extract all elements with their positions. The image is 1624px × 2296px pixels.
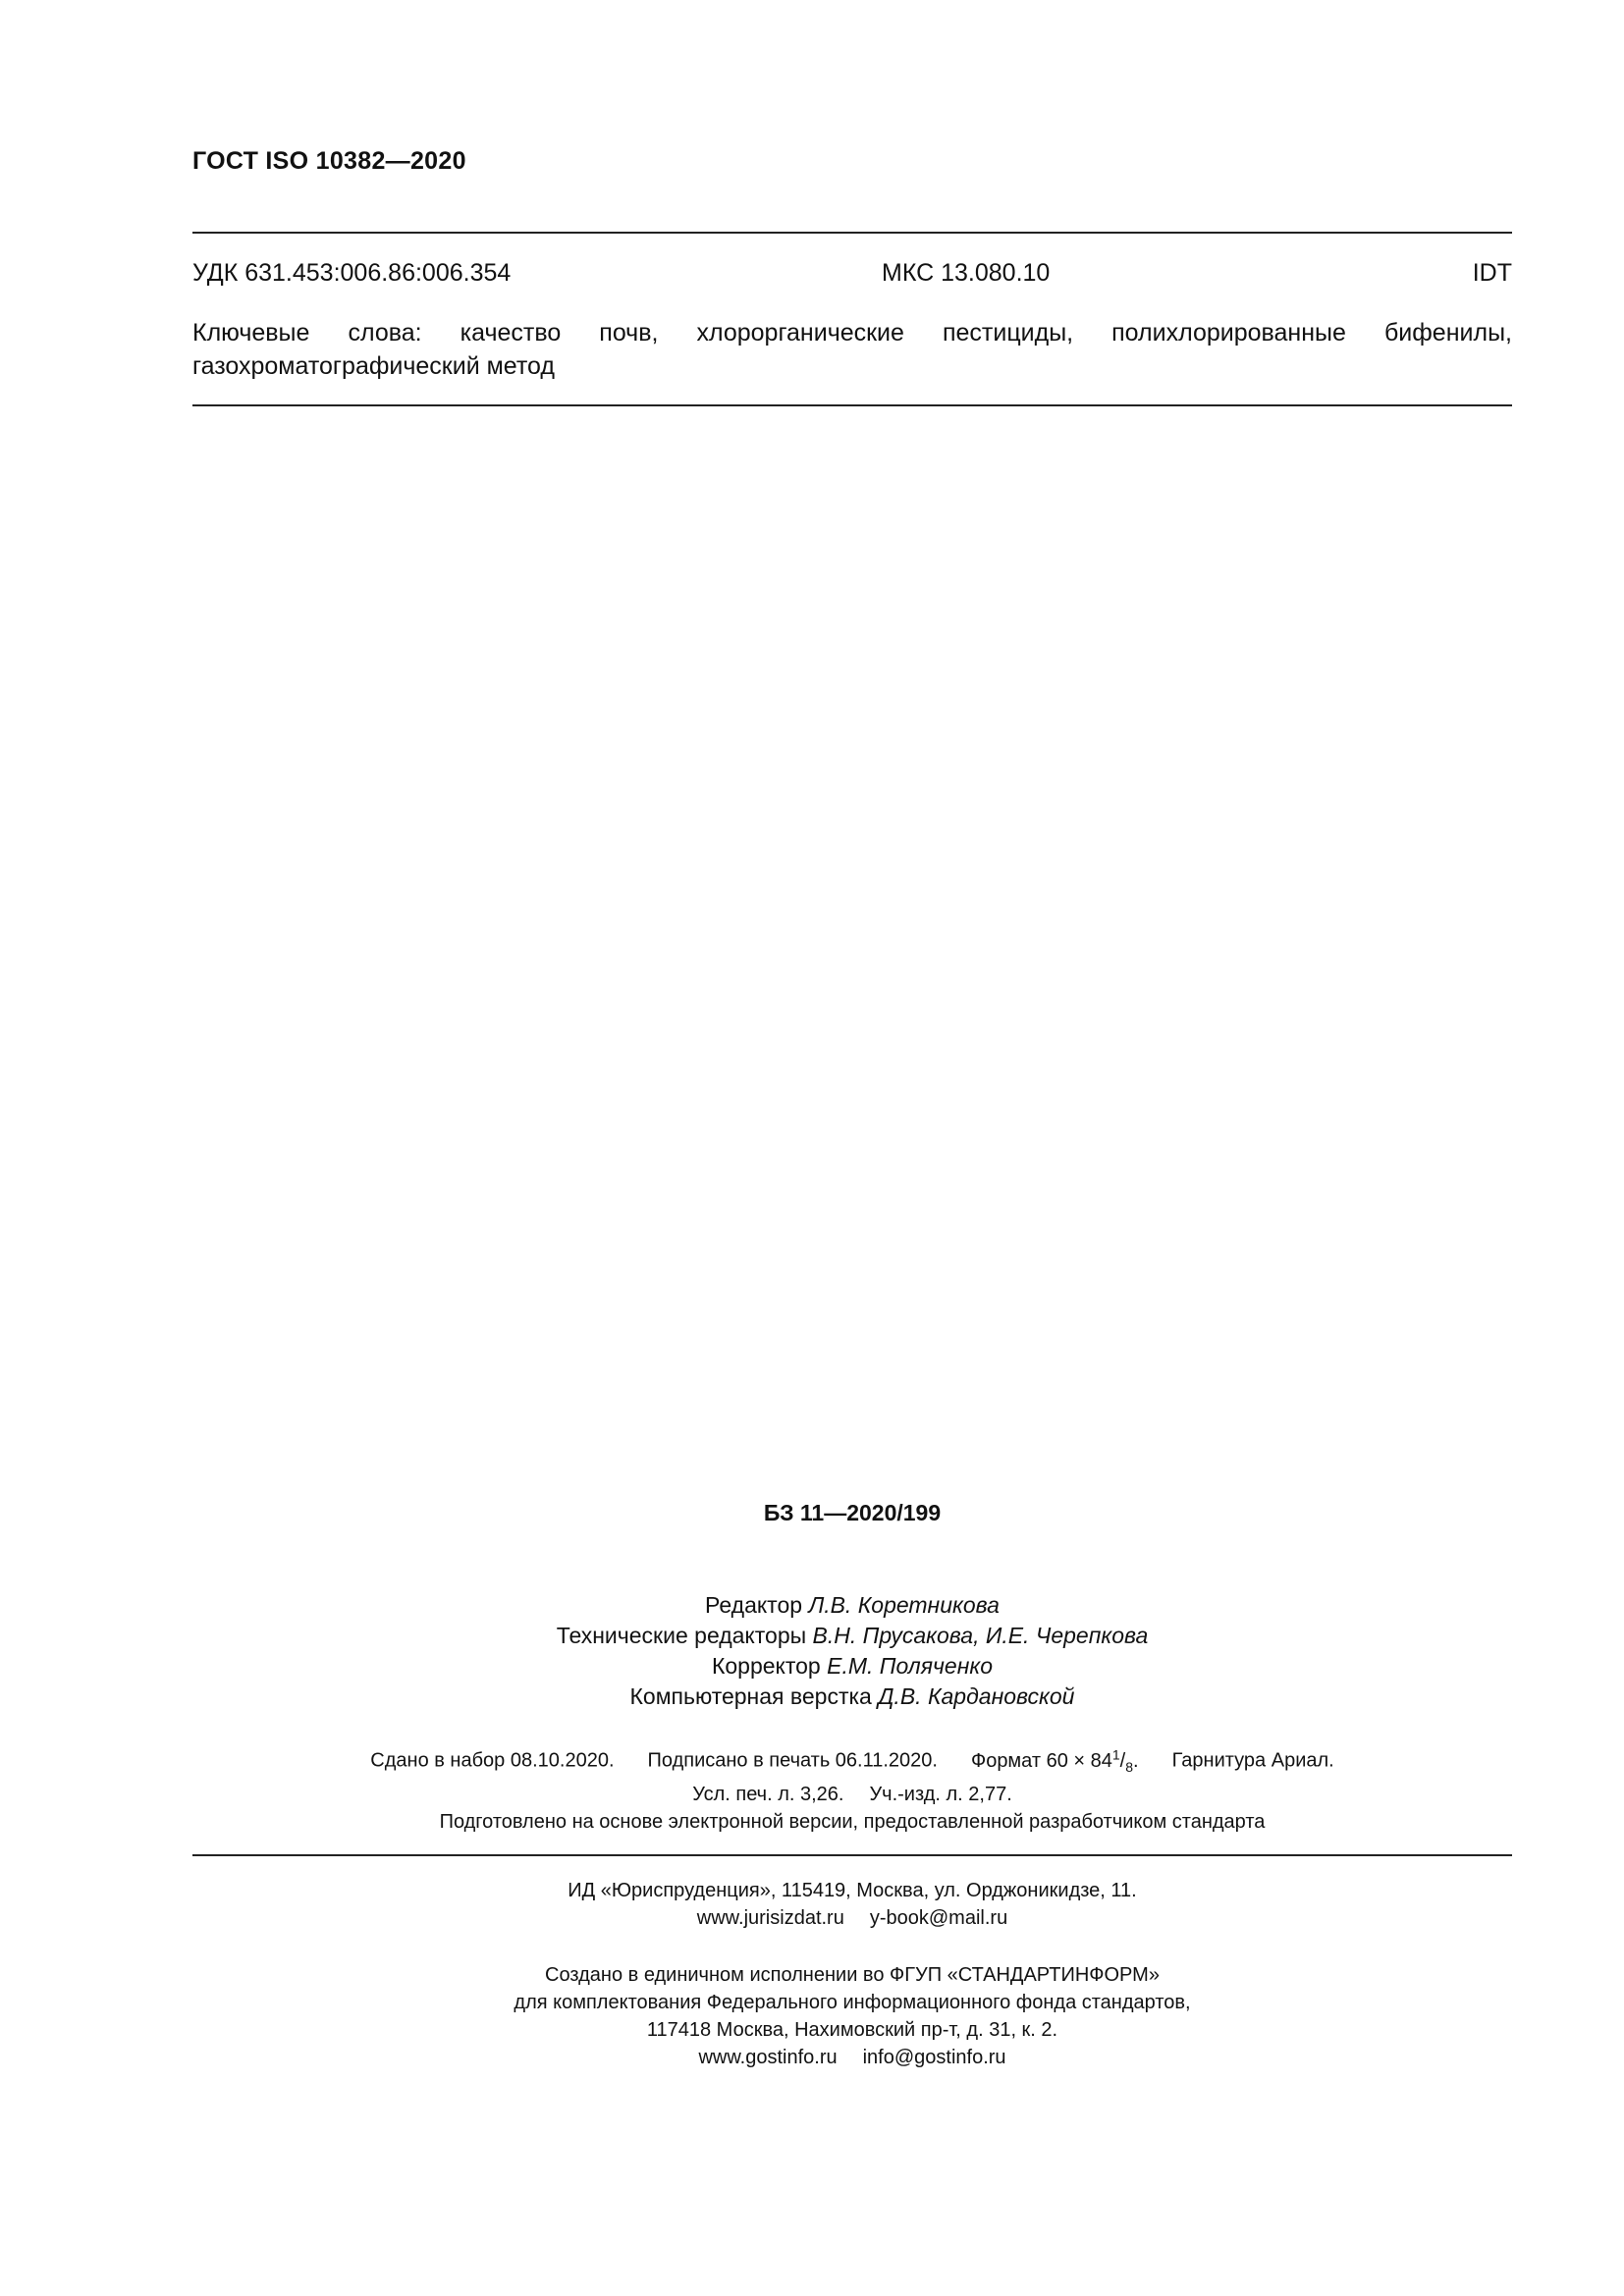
signed-date: Подписано в печать 06.11.2020. (647, 1749, 938, 1772)
standard-title: ГОСТ ISO 10382—2020 (192, 147, 466, 175)
publisher-website: www.jurisizdat.ru (696, 1907, 844, 1929)
publisher-address: ИД «Юриспруденция», 115419, Москва, ул. Орджоникидзе, 11. (568, 1880, 1137, 1901)
created-line-1: Создано в единичном исполнении во ФГУП «СТАНДАРТИНФОРМ» (545, 1964, 1160, 1986)
submitted-date: Сдано в набор 08.10.2020. (370, 1749, 615, 1772)
gostinfo-website: www.gostinfo.ru (698, 2047, 838, 2068)
corrector-line (192, 1651, 1512, 1682)
publisher-block (192, 1877, 1512, 1932)
editor-line (192, 1590, 1512, 1621)
keywords-divider (192, 404, 1512, 406)
layout-label: Компьютерная верстка (629, 1683, 872, 1709)
created-line-3: 117418 Москва, Нахимовский пр-т, д. 31, к. 2. (646, 2019, 1058, 2041)
tech-editors-line (192, 1621, 1512, 1651)
paper-format: Формат $60 \times 84^1/_8$. (970, 1746, 1139, 1775)
mks-code: МКС 13.080.10 (882, 259, 1051, 287)
editor-name: Л.В. Коретникова (808, 1592, 1000, 1618)
tech-editors-names: В.Н. Прусакова, И.Е. Черепкова (812, 1623, 1149, 1648)
typeface: Гарнитура Ариал. (1171, 1749, 1334, 1772)
corrector-name: Е.М. Поляченко (827, 1653, 994, 1679)
created-contacts (192, 2044, 1512, 2071)
publisher-email: y-book@mail.ru (869, 1907, 1008, 1929)
idt-mark: IDT (1472, 259, 1512, 287)
print-info-line-2 (192, 1781, 1512, 1808)
print-info-line-1 (192, 1740, 1512, 1781)
created-by-block (192, 1961, 1512, 2071)
imprint-divider (192, 1854, 1512, 1856)
keywords-paragraph: Ключевые слова: качество почв, хлорорганические пестициды, полихлорированные бифенилы, газохроматографический метод (192, 319, 1512, 380)
publisher-contacts (192, 1904, 1512, 1932)
print-info (192, 1740, 1512, 1808)
layout-name: Д.В. Кардановской (878, 1683, 1075, 1709)
editor-label: Редактор (705, 1592, 803, 1618)
top-divider (192, 232, 1512, 234)
uch-izd: Уч.-изд. л. 2,77. (869, 1783, 1012, 1805)
gostinfo-email: info@gostinfo.ru (862, 2047, 1006, 2068)
prepared-note: Подготовлено на основе электронной версии, предоставленной разработчиком стандарта (439, 1811, 1266, 1833)
tech-editors-label: Технические редакторы (556, 1623, 807, 1648)
bz-number: БЗ 11—2020/199 (763, 1500, 942, 1525)
corrector-label: Корректор (711, 1653, 821, 1679)
created-line-2: для комплектования Федерального информационного фонда стандартов, (514, 1992, 1191, 2013)
udk-code: УДК 631.453:006.86:006.354 (192, 259, 512, 287)
usl-pech: Усл. печ. л. 3,26. (692, 1783, 844, 1805)
layout-line (192, 1682, 1512, 1712)
